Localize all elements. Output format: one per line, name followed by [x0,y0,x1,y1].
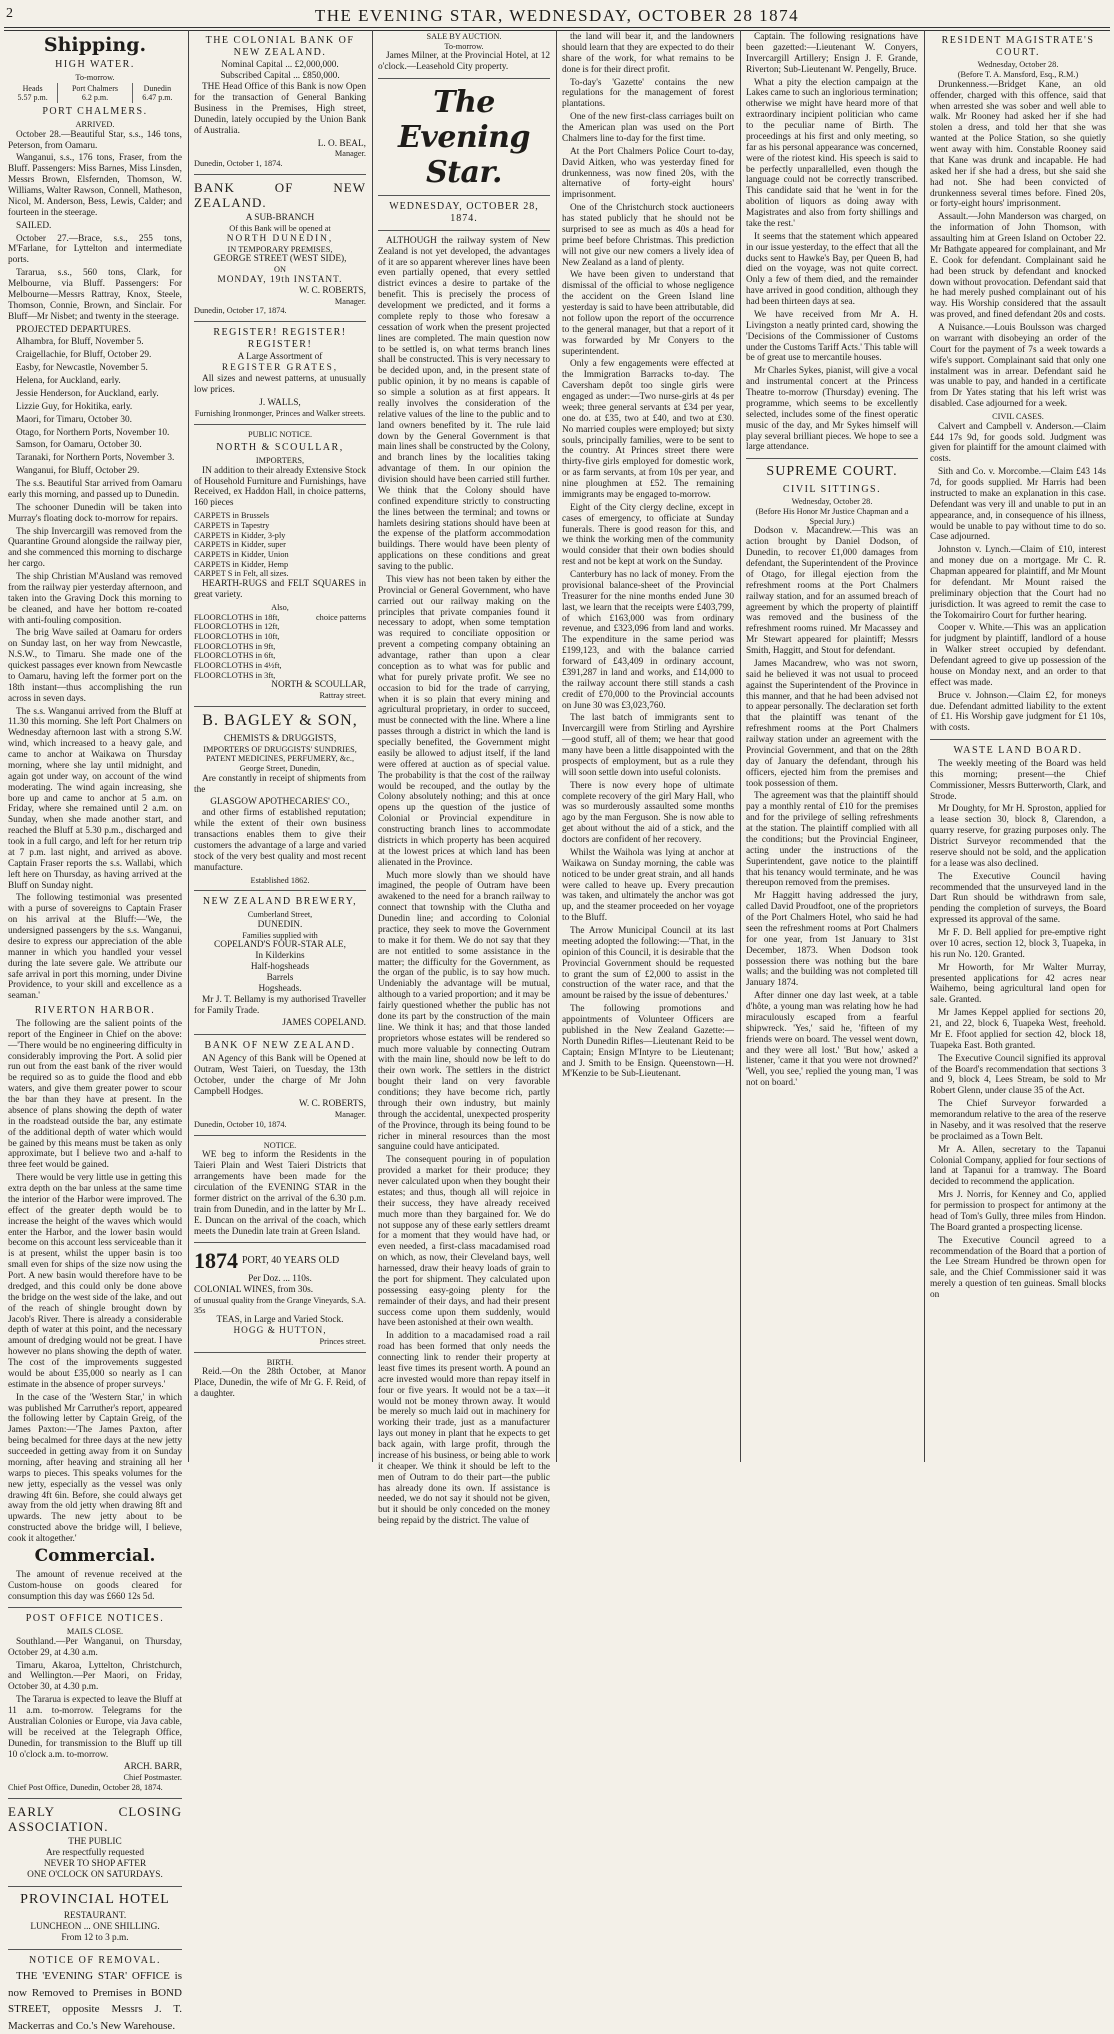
paragraph: After dinner one day last week, at a table d'hôte, a young man was relating how he had miraculously escaped from a fearful shipwreck. 'Yes,' said he, 'fifteen of my friends were on board. The vessel went down, and they were all lost.' 'But how,' asked a listener, 'came it that you were not drowned?' 'Well, you see,' replied the young man, 'I was not on board.' [746,991,918,1089]
teas-line: TEAS, in Large and Varied Stock. [216,1315,344,1326]
list-item-name: CARPETS in Kidder, 3-ply [194,530,286,540]
paragraph: Calvert and Campbell v. Anderson.—Claim £44 17s 9d, for goods sold. Judgment was given for plaintiff for the amount claimed with costs. [930,421,1106,465]
hotel-sub: RESTAURANT. [63,1910,127,1921]
paragraph: There is now every hope of ultimate complete recovery of the girl Mary Hall, who was so murderously assaulted some months ago by the man Ferguson. She is now able to get about without the aid of a stick, and the doctors are confident of her recovery. [562,780,734,845]
paragraph: We have received from Mr A. H. Livingston a neatly printed card, showing the 'Decisions of the Commissioner of Customs under the Customs Tariff Acts.' This table will be of great use to mercantile houses. [746,309,918,364]
column-rule [924,30,925,1462]
north-scoullar-sub: IMPORTERS, [255,455,305,465]
north-scoullar-sign: NORTH & SCOULLAR, [271,680,366,691]
tide-place: Dunedin [143,83,172,93]
paragraph: The following are the salient points of the report of the Engineer in Chief on the above:—'There would be no engineering difficulty in considerably improving the Port. A solid pier run out from the east bank of the river would be required so as to guide the flood and ebb waters, and give them greater power to scour the bar than they have at present. In the absence of plans showing the depth of water in the roadstead outside the bar, any estimate of the additional depth of water which would be gained by this means must be taken as only approximate, but I believe two and a-half to three feet would be gained. [8,1018,182,1171]
civil-cases-heading: CIVIL CASES. [992,412,1044,422]
rm-court-heading: RESIDENT MAGISTRATE'S COURT. [941,35,1095,58]
paragraph: A Nuisance.—Louis Boulsson was charged on warrant with disobeying an order of the Court for the payment of 7s a week towards a wife's support. Complainant said that only one instalment was in arrear. Defendant said he was unable to pay, and handed in a certificate from Dr Yates stating that his left wrist was disabled. Case adjourned for a week. [930,323,1106,410]
paragraph: Mr Doughty, for Mr H. Sproston, applied for a lease section 30, block 8, Clarendon, a quarry reserve, for grazing purposes only. The District Surveyor recommended that the reserve should not be sold, and the application for a lease was also declined. [930,804,1106,869]
paragraph: Eight of the City clergy decline, except in cases of emergency, to officiate at Sunday funerals. There is good reason for this, and we think the working men of the community would consider that their own bodies should rest and not be kept at work on the Sunday. [562,502,734,568]
notice-heading: NOTICE. [263,1140,297,1150]
supreme-court-report [746,526,918,1089]
column-court [742,32,922,1462]
list-item [194,613,366,623]
list-item [194,632,366,642]
public-notice-heading: PUBLIC NOTICE. [247,429,313,439]
paragraph: Bruce v. Johnson.—Claim £2, for moneys due. Defendant admitted liability to the extent of £1. His Worship gave judgment for £1 10s, with costs. [930,690,1106,734]
colonial-bank-date: Dunedin, October 1, 1874. [194,159,283,169]
paragraph: Dodson v. Macandrew.—This was an action brought by Daniel Dodson, of Dunedin, to recover £1,000 damages from defendant, the Superintendent of the Province of Otago, for illegal ejection from the refreshment rooms at the Port Chalmers railway station, and for an assumed breach of agreement by which the property of plaintiff was removed and the business of the refreshment rooms ruined. Mr Macassey and Mr Stewart appeared for plaintiff; Messrs Smith, Haggitt, and Stout for defendant. [746,526,918,657]
paragraph: This view has not been taken by either the Provincial or General Government, who have carried out our railway making on the principles that private companies found it necessary to adopt, when some temptation was required to conciliate opposition or prevent a competing company obtaining an advantage, rather than upon a clear conception as to what was for public and what for purely private profit. We see no occasion to bid for the trade of carrying, when it is so plain that every mining and agricultural proprietary, in order to succeed, must be connected with the line. Where a line passes through a district in which the land is specially benefited, the Government might easily be allowed to adjust itself, if the land were offered at auction as of special value. The probability is that the cost of the railway would be recouped, and the outlay by the Colony absolutely nothing; and this at once opens up the question of the justice of Colonial or Provincial expenditure in constructing branch lines to accommodate districts in which property has been acquired at the lowest prices at which land has been alienated in the Province. [378,574,550,868]
bagley-established: Established 1862. [250,875,310,885]
list-item [194,521,366,531]
paragraph: It seems that the statement which appeared in our issue yesterday, to the effect that all the ducks sent to Hawke's Bay, per Queen B, had died on the voyage, was not quite correct. Only a few of them died, and the remainder have arrived in good condition, although they had been thirteen days at sea. [746,231,918,307]
column-advertisements [190,32,370,1462]
column-magistrate [926,32,1110,1462]
paragraph: The ship Christian M'Ausland was removed from the railway pier yesterday afternoon, and taken into the Graving Dock this morning to be cleaned, and have her bottom re-coated with anti-fouling composition. [8,572,182,626]
page-number: 2 [6,6,15,21]
colonial-bank-body: THE Head Office of this Bank is now Open for the transaction of General Banking Business in the Premises, High street, Dunedin, lately occupied by the Union Bank of Australia. [194,82,366,136]
register-heading: REGISTER! REGISTER! REGISTER! [213,327,347,350]
paragraph: Cooper v. White.—This was an application for judgment by plaintiff, landlord of a house in Walker street occupied by defendant. Defendant agreed to give up possession of the house on Monday next, and an order to that effect was made. [930,623,1106,688]
column-rule [740,30,741,1462]
brewery-ale: COPELAND'S FOUR-STAR ALE, [214,940,346,951]
brewery-address: Cumberland Street, [247,909,313,919]
early-time: ONE O'CLOCK ON SATURDAYS. [27,1869,163,1880]
rm-court-report [930,80,1106,410]
paragraph: There would be very little use in getting this extra depth on the bar unless at the same time the interior of the Harbor were improved. The effect of the greater depth would be to increase the height of the waves which would enter the Harbor, and the lower basin would become on this account less serviceable than it is at present, whilst the upper basin is too small even for ships of the size now using the Port. A new basin would therefore have to be dredged, and this could only be done above the bridge on the west side of the lake, and out of the reach of shingle brought down by Jacob's River. There is already a considerable depth of water at this point, and the necessary amount of dredging would not be great. I have however no plans showing the depth of water. The cost of the improvements suggested would be about £35,000 so nearly as I can estimate in the absence of proper surveys.' [8,1173,182,1390]
list-item [194,651,366,661]
list-item [194,531,366,541]
paragraph: Helena, for Auckland, early. [16,376,121,387]
list-item-name: CARPETS in Kidder, Union [194,549,289,559]
list-item-name: CARPETS in Kidder, Hemp [194,559,289,569]
paragraph: The Executive Council agreed to a recommendation of the Board that a portion of the Lee Stream Hundred be thrown open for sale, and the Chief Commissioner said it was merely a question of ten guineas. Small blocks on [930,1235,1106,1301]
rm-court-before: (Before T. A. Mansford, Esq., R.M.) [957,70,1079,80]
paragraph: Mr F. D. Bell applied for pre-emptive right over 10 acres, section 12, block 3, Tuapeka, in his run No. 120. Granted. [930,928,1106,960]
tide-time: 6.47 p.m. [142,92,173,102]
column-rule [372,30,373,1462]
colonial-bank-nominal: Nominal Capital ... £2,000,000. [221,60,339,71]
paragraph: One of the new first-class carriages built on the American plan was used on the Port Chalmers line to-day for the first time. [562,112,734,144]
paragraph: SAILED. [16,220,52,231]
paragraph: The schooner Dunedin will be taken into Murray's floating dock to-morrow for repairs. [8,502,182,524]
early-never: NEVER TO SHOP AFTER [43,1858,147,1869]
local-news-2 [746,32,918,453]
brewery-size: Barrels [266,972,294,983]
masthead-rule [4,27,1110,28]
bnz-dated: Dunedin, October 17, 1874. [194,306,287,316]
bagley-body1: Are constantly in receipt of shipments from the [194,773,366,795]
paragraph: ALTHOUGH the railway system of New Zealand is not yet developed, the advantages of it are so apparent wherever lines have been even partially opened, that every settled district evinces a desire to partake of the benefit. This is precisely the process of development we predicted, and it forms a complete reply to those who foresaw a cessation of work when the present projected lines are completed. The main question now to be settled is, on what terms branch lines shall be constructed. This is very necessary to be decided upon, and, in the present state of public opinion, it by no means is capable of so simple a solution as at first appears. It really involves the consideration of the relative values of the line to the public and to land owners benefited by it. The rule laid down by the General Government is that main lines shall be constructed by the Colony, and branch lines by the localities taking advantage of them. In our opinion the division should have been carried still further. We think that the Colony should have confined expenditure strictly to constructing the lines between the terminal; and towns or hamlets desiring stations should have been at the expense of the platform accommodation buildings. There would have been plenty of applications on these conditions and great saving to the public. [378,235,550,573]
list-item-name: CARPETS in Tapestry [194,520,270,530]
riverton-article [8,1019,182,1545]
list-item [194,540,366,550]
paragraph: Johnston v. Lynch.—Claim of £10, interest and money due on a mortgage. Mr C. R. Chapman appeared for plaintiff, and Mr Mount for defendant. Mr Mount raised the preliminary objection that the Court had no jurisdiction. It was agreed to remit the case to the Tokomairiro Court for further hearing. [930,545,1106,621]
paragraph: The last batch of immigrants sent to Invercargill were from Stirling and Ayrshire—good stuff, all of them; we hear that good many have been a little disappointed with the prospects of employment, but as a rule they will soon settle down into useful colonists. [562,713,734,778]
list-item-note: choice patterns [316,612,366,622]
paragraph: Timaru, Akaroa, Lyttelton, Christchurch, and Wellington.—Per Maori, on Friday, October 30, at 4.30 p.m. [8,1660,182,1693]
early-body: Are respectfully requested [45,1847,145,1858]
paragraph: Taranaki, for Northern Ports, November 3. [16,453,175,464]
list-item-name: FLOORCLOTHS in 12ft, [194,622,280,632]
tide-cell [132,83,182,104]
paragraph: The weekly meeting of the Board was held this morning; present—the Chief Commissioner, Messrs Butterworth, Clark, and Strode. [930,758,1106,802]
paragraph: Only a few engagements were effected at the Immigration Barracks to-day. The Caversham depôt too single girls were engaged as under:—Two nurse-girls at 4s per week; three general servants at £34 per year, one do. at £35, two at £40, and two at £30. No married couples were employed; but sixty souls, principally families, were to be sent to the country. At Princes street there were thirty-five girls employed for domestic work, or as farm servants, at from 10s per year, and nine ploughmen at £52. The remaining immigrants may be engaged to-morrow. [562,359,734,500]
riverton-heading: RIVERTON HARBOR. [34,1005,156,1017]
paragraph: James Macandrew, who was not sworn, said he believed it was not usual to proceed against the Superintendent of the Province in this manner, and that he had been advised not to appear personally. The declaration set forth that the plaintiff was tenant of the refreshment rooms at the Port Chalmers railway station under an agreement with the Provincial Government, and that on the 28th day of January the defendant, through his officers, ejected him from the premises and took possession of them. [746,658,918,789]
paragraph: Wanganui, for Bluff, October 29. [16,466,140,477]
editorial-article [378,236,550,1527]
paragraph: Tararua, s.s., 560 tons, Clark, for Melbourne, via Bluff. Passengers: For Melbourne—Messrs Rattray, Knox, Steele, Thomson, Connie, Brown, and Sinclair. For Bluff—Mr Nisbet; and twenty in the steerage. [8,268,182,322]
list-item [194,569,366,579]
tide-heading: HIGH WATER. [55,59,135,71]
civil-cases [930,422,1106,735]
paragraph: Much more slowly than we should have imagined, the people of Outram have been awakened to the need for a branch railway to connect that township with the Clutha and Dunedin line; and according to Colonial practice, they seek to move the Government to make it for them. We do not say that they are not entitled to some assistance in the matter; the difficulty for the Government, as the organ of the public, is to say how much. Undeniably the advantage will be mutual, although to a varied proportion; and it may be fairly questioned whether the public has not done its part by the construction of the main line. We think it has; and that those landed proprietors whose estates will be rendered so much more valuable by connecting Outram with the main line, should now be left to do their own work. The settlers in the district bought their land on very favorable conditions; they have become rich, partly through their own industry, but mainly through the accidental, unexpected prosperity of the Province, through its being found to be richer in mineral resources than the most sanguine could have anticipated. [378,870,550,1153]
paragraph: The s.s. Wanganui arrived from the Bluff at 11.30 this morning. She left Port Chalmers on Wednesday afternoon last with a strong S.W. wind, which increased to a heavy gale, and came to anchor at Waikawa on Thursday morning, where she lay until midnight, and again got under way, on account of the wind moderating. The wind again increasing, she bore up and came to anchor at 5 a.m. on Friday, where she remained until 2 a.m. on Sunday, when she made another start, and reached the Bluff at 5.30 p.m., discharged and took in a full cargo, and left for her return trip at 7 p.m. last night, and arrived as above. Captain Fraser reports the s.s. Wallabi, which left here on Thursday, as having arrived at the Bluff on Sunday night. [8,706,182,891]
port-heading: PORT, 40 YEARS OLD [242,1255,340,1267]
paragraph: Otago, for Northern Ports, November 10. [16,427,170,438]
column-shipping [4,32,186,2032]
arrived-label: ARRIVED. [75,120,115,130]
paragraph: At the Port Chalmers Police Court to-day, David Aitken, who was yesterday fined for drunkenness, was now fined 20s, with the alternative of forty-eight hours' imprisonment. [562,146,734,201]
paragraph: The following testimonial was presented with a purse of sovereigns to Captain Fraser on his arrival at the Bluff:—'We, the undersigned passengers by the s.s. Wanganui, desire to express our appreciation of the able manner in which you handled your vessel during the late severe gale. We attribute our safe arrival in port this morning, under Divine Providence, to your skill and excellence as a seaman.' [8,893,182,1002]
brewery-sign: JAMES COPELAND. [282,1018,366,1029]
hotel-time: From 12 to 3 p.m. [61,1932,129,1943]
paragraph: Southland.—Per Wanganui, on Thursday, October 29, at 4.30 a.m. [8,1636,182,1658]
paragraph: The Tararua is expected to leave the Bluff at 11 a.m. to-morrow. Telegrams for the Australian Colonies or Europe, via Java cable, will be received at the Telegraph Office, Dunedin, for transmission to the Bluff up till 10 o'clock a.m. to-morrow. [8,1695,182,1760]
sale-sub: To-morrow. [444,41,484,51]
port-advert [194,1248,366,1274]
list-item [194,642,366,652]
list-item [194,622,366,632]
bnz2-body: AN Agency of this Bank will be Opened at Outram, West Taieri, on Tuesday, the 13th October, under the charge of Mr John Campbell Hodges. [194,1053,366,1097]
paragraph: Easby, for Newcastle, November 5. [16,363,148,374]
list-item [194,560,366,570]
paragraph: Samson, for Oamaru, October 30. [16,440,142,451]
post-heading: POST OFFICE NOTICES. [25,1613,165,1625]
paragraph: The Executive Council signified its approval of the Board's recommendation that sections 3 and 9, block 4, Lees Stream, be sold to Mr Robert Glenn, under clause 35 of the Act. [930,1053,1106,1097]
shipping-news [8,130,182,1003]
bnz-sub: A SUB-BRANCH [245,213,315,224]
brewery-size: Half-hogsheads [250,962,310,972]
brewery-sizes [194,951,366,995]
port-price: Per Doz. ... 110s. [248,1274,312,1285]
list-item [194,511,366,521]
list-item-name: CARPETS in Kidder, super [194,540,286,550]
hogg-heading: HOGG & HUTTON, [233,1326,327,1337]
tide-table [8,83,182,104]
brewery-body: Families supplied with [242,930,318,940]
postmaster-name: ARCH. BARR, [123,1762,182,1773]
birth-body: Reid.—On the 28th October, at Manor Place, Dunedin, the wife of Mr G. F. Reid, of a daughter. [194,1367,366,1400]
tide-cell [58,83,132,104]
paragraph: The agreement was that the plaintiff should pay a monthly rental of £10 for the premises and for the privilege of selling refreshments at the station. The plaintiff complied with all the conditions; but the Provincial Engineer, acting under the instructions of the Superintendent, gave notice to the plaintiff that his tenancy would terminate, and he was thereupon removed from the premises. [746,791,918,889]
column-editorial [374,32,554,1527]
masthead-rule-2 [4,30,1110,31]
early-closing-heading: EARLY CLOSING ASSOCIATION. [8,1803,182,1834]
tide-time: 5.57 p.m. [17,92,48,102]
paragraph: The consequent pouring in of population provided a market for their produce; they never calculated upon when they bought their estates; and thus, though all will rejoice in their success, they have already received much more than they bargained for. We do not suppose any of these early settlers dreamt for a moment that they would have had, or even needed, a first-class macadamised road on which, as now, their Cleveland bays, well harnessed, draw their heavy loads of grain to the port for shipment. They calculated upon possessing easy-going plenty for the remainder of their days, and had their present success come upon them suddenly, would have been astonished at their own wealth. [378,1155,550,1329]
brewery-size: Hogsheads. [258,983,302,994]
paragraph: The Arrow Municipal Council at its last meeting adopted the following:—'That, in the opinion of this Council, it is desirable that the Provincial Government should be requested to grant the sum of £2,000 to assist in the construction of the water race, and that the amount be raised by the issue of debentures.' [562,926,734,1002]
bnz-street: GEORGE STREET (WEST SIDE), [213,254,347,265]
column-rule [188,30,189,1462]
paragraph: We have been given to understand that dismissal of the official to whose negligence the accident on the Green Island line yesterday is said to have been attributable, did not follow upon the report of the occurrence to the general manager, but that a report of it was forwarded by Mr Conyers to the superintendent. [562,270,734,357]
commercial-heading: Commercial. [34,1545,156,1566]
register-grates: REGISTER GRATES, [221,363,339,374]
paragraph: The ship Invercargill was removed from the Quarantine Ground alongside the railway pier, and she commenced this morning to discharge her cargo. [8,526,182,570]
register-sub: A Large Assortment of [237,352,323,363]
column-local-news [558,32,738,1462]
colonial-bank-title: Manager. [334,149,366,159]
tide-place: Heads [22,83,43,93]
tide-sub: To-morrow. [75,72,115,82]
bnz2-sign: W. C. ROBERTS, [298,1099,366,1110]
sale-heading: SALE BY AUCTION. [426,32,502,41]
editorial-date: WEDNESDAY, OCTOBER 28, 1874. [389,201,539,225]
paragraph: October 28.—Beautiful Star, s.s., 146 tons, Peterson, from Oamaru. [8,129,182,151]
north-scoullar-hearth: HEARTH-RUGS and FELT SQUARES in great variety. [194,579,366,600]
waste-land-board-heading: WASTE LAND BOARD. [953,745,1083,757]
postmaster-place: Chief Post Office, Dunedin, October 28, 1874. [8,1783,163,1792]
paragraph: Jessie Henderson, for Auckland, early. [16,388,159,399]
paragraph: Drunkenness.—Bridget Kane, an old offender, charged with this offence, said that when arrested she was sober and well able to walk. Mr Rooney had asked her if she had stolen a dress, and told her that she was wanted at the Police Station, so she quietly went away with him. Constable Rooney said that Kane was drunk and incapable. He had asked her if she had a dress, but she said she had not. She had been convicted of drunkenness several times before. Fined 20s, or forty-eight hours' imprisonment. [930,79,1106,210]
colonial-bank-heading: THE COLONIAL BANK OF NEW ZEALAND. [205,35,355,58]
bnz-sign: W. C. ROBERTS, [298,285,366,296]
birth-heading: BIRTH. [266,1357,294,1367]
north-scoullar-body: IN addition to their already Extensive Stock of Household Furniture and Furnishings, have Received, ex Haddon Hall, in choice patterns, 160 pieces [194,465,366,509]
paragraph: Wanganui, s.s., 176 tons, Fraser, from the Bluff. Passengers: Miss Barnes, Miss Linsden, Messrs Brown, Elsfernden, Thomson, W. Williams, Walter Rawson, Connell, Matheson, Nicol, M. Anderson, Bess, Lewis, Calder; and fourteen in the steerage. [8,153,182,218]
commercial-text: The amount of revenue received at the Custom-house on goods cleared for consumption this day was £660 12s 5d. [8,1569,182,1602]
paragraph: What a pity the election campaign at the Lakes came to such an inglorious termination; otherwise we might have heard more of that extraordinary incipient politician who came to the peculiar name of Birth. The proceedings at his first and only meeting, so far as his personal appearance was concerned, were of the riotest kind. His speech is said to be perfectly unparallelled, even though the language could not be correctly transcribed. This candidate said that he 'went in for the abolition of liquors as doing away with Magistrates and also from forty shillings and take the rest.' [746,77,918,229]
supreme-court-date: Wednesday, October 28. [791,497,873,507]
supreme-court-sub: CIVIL SITTINGS. [782,483,882,495]
newspaper-title: The Evening Star. [398,85,530,191]
paragraph: Craigellachie, for Bluff, October 29. [16,350,152,361]
removal-text: THE 'EVENING STAR' OFFICE is now Removed to Premises in BOND STREET, opposite Messrs J. T. Mackerras and Co.'s New Warehouse. [8,1970,182,2032]
register-body: All sizes and newest patterns, at unusually low prices. [194,374,366,396]
paragraph: Mr Charles Sykes, pianist, will give a vocal and instrumental concert at the Princess Theatre to-morrow (Thursday) evening. The programme, which seems to be excellently selected, includes some of the finest operatic music of the day, and Mr Sykes himself will play several brilliant pieces. We hope to see a large attendance. [746,366,918,453]
shipping-heading: Shipping. [43,34,147,56]
paragraph: Canterbury has no lack of money. From the provisional balance-sheet of the Provincial Treasurer for the nine months ended June 30 last, we learn that the receipts were £403,799, of which £163,000 was from ordinary revenue, and £323,096 from land and works. The expenditure in the same period was £199,123, and with the balance carried forward of £43,409 in ordinary account, £391,287 in land and works, and £14,000 to the railway account there still stands a cash credit of £70,000 to the Provincial accounts on June 30 was £3,023,760. [562,570,734,711]
hotel-heading: PROVINCIAL HOTEL [20,1891,170,1907]
paragraph: In the case of the 'Western Star,' in which was published Mr Carruther's report, appeared the following letter by Captain Greig, of the James Paxton:—'The James Paxton, after being becalmed for three days at the new jetty succeeded in getting away from it on Sunday morning, after heaving and straining all her warps to pieces. This speaks volumes for the new jetty, especially as the vessel was only drawing 4ft 6in. Before, she could always get away from the old jetty when drawing 8ft and upwards. The new jetty about to be constructed above the bridge will, I believe, cook it altogether.' [8,1392,182,1545]
brewery-heading: NEW ZEALAND BREWERY, [202,896,358,908]
bnz-heading: BANK OF NEW ZEALAND. [194,179,366,210]
paragraph: The Chief Surveyor forwarded a memorandum relative to the area of the reserve in Naseby, and it was resolved that the reserve be proclaimed as a Town Belt. [930,1099,1106,1142]
wines-body: of unusual quality from the Grange Vineyards, S.A. 35s [194,1295,366,1315]
bnz2-heading: BANK OF NEW ZEALAND. [204,1040,356,1052]
bagley-heading: B. BAGLEY & SON, [202,712,358,729]
tide-cell [8,83,58,104]
postmaster-title: Chief Postmaster. [123,1773,182,1783]
list-item [194,550,366,560]
north-scoullar-address: Rattray street. [319,691,366,701]
early-public: THE PUBLIC [68,1837,122,1848]
paragraph: The following promotions and appointments of Volunteer Officers are published in the New Zealand Gazette:—North Dunedin Rifles—Lieutenant Reid to be Captain; Ensign M'Intyre to be Lieutenant; and J. Smith to be Ensign. Queenstown—H. M'Kenzie to be Sub-Lieutenant. [562,1004,734,1080]
paragraph: Mr Howorth, for Mr Walter Murray, presented applications for 42 acres near Waihemo, being agricultural land open for sale. Granted. [930,962,1106,1006]
sale-body: James Milner, at the Provincial Hotel, at 12 o'clock.—Leasehold City property. [378,51,550,73]
bnz-place: NORTH DUNEDIN, [226,233,334,244]
register-sign: J. WALLS, [259,397,301,408]
colonial-bank-sign: L. O. BEAL, [317,138,366,149]
paragraph: Assault.—John Manderson was charged, on the information of John Thomson, with assaulting him at Green Island on October 22. Mr Bathgate appeared for complainant, and Mr E. Cook for defendant. Complainant said he had been struck by defendant and knocked down without provocation. Defendant said that he had merely pushed complainant out of his way. His Worship considered that the assault was proved, and fined defendant 20s and costs. [930,212,1106,321]
register-address: Furnishing Ironmonger, Princes and Walker streets. [194,408,366,418]
list-item [194,671,366,681]
paragraph: Lizzie Guy, for Hokitika, early. [16,401,133,412]
north-scoullar-also: Also, [271,602,289,612]
waste-land-board-report [930,759,1106,1301]
supreme-court-before: (Before His Honor Mr Justice Chapman and a Special Jury.) [755,507,909,526]
paragraph: the land will bear it, and the landowners should learn that they are expected to do their share of the work, for what remains to be done is for their direct profit. [562,32,734,75]
list-item-name: FLOORCLOTHS in 10ft, [194,631,280,641]
colonial-bank-subscribed: Subscribed Capital ... £850,000. [220,71,340,82]
brewery-size: In Kilderkins [255,951,305,962]
bagley-sub2: IMPORTERS OF DRUGGISTS' SUNDRIES, PATENT MEDICINES, PERFUMERY, &c., [203,744,357,764]
masthead-title: THE EVENING STAR, WEDNESDAY, OCTOBER 28 1874 [314,6,800,25]
bnz-on: ON [274,265,286,275]
paragraph: The Executive Council having recommended that the unsurveyed land in the Dart Run should be withdrawn from sale, pending the completion of surveys, the Board expressed its approval of the same. [930,871,1106,926]
paragraph: Maori, for Timaru, October 30. [16,414,132,425]
port-heading: PORT CHALMERS. [42,106,148,118]
hotel-lunch: LUNCHEON ... ONE SHILLING. [30,1921,160,1932]
bagley-body2: and other firms of established reputation; while the extent of their own business transactions enables them to give their customers the advantage of a large and varied stock of the very best quality and most recent manufacture. [194,808,366,873]
bnz-of: Of this Bank will be opened at [229,224,331,234]
removal-heading: NOTICE OF REMOVAL. [28,1954,162,1966]
paragraph: In addition to a macadamised road a rail road has been formed that only needs the connecting link to render their property at least five times its present worth. A pound an acre invested would more than repay itself in four or five years. It would not be a tax—it would not be money thrown away. It would be merely so much laid out in machinery for working their trade, just as a manufacturer lays out money in plant that he expects to get back again, with large profit, through the increase of his business, or being able to work it cheaper. We think it should be left to the men of Outram to do their part—the public has already done its own. If assistance is needed, we do not say it should not be given, but it should be only conceded on the money being repaid by the district. The value of [378,1331,550,1527]
list-item-name: FLOORCLOTHS in 9ft, [194,641,276,651]
paragraph: Captain. The following resignations have been gazetted:—Lieutenant W. Conyers, Invercargill Artillery; Ensign J. F. Grande, Riverton; Sub-Lieutenant W. Pengelly, Bruce. [746,32,918,75]
paragraph: October 27.—Brace, s.s., 255 tons, M'Farlane, for Lyttelton and intermediate ports. [8,233,182,266]
tide-place: Port Chalmers [71,83,118,93]
bagley-address: George Street, Dunedin, [239,764,321,773]
paragraph: PROJECTED DEPARTURES. [16,324,131,335]
wines-heading: COLONIAL WINES, from 30s. [194,1285,314,1296]
paragraph: The brig Wave sailed at Oamaru for orders on Sunday last, on her way from Newcastle, N.S.W., to Timaru. She made one of the quickest passages ever known from Newcastle to Oamaru, having left the former port on the 18th instant—thus accomplishing the run across in seven days. [8,628,182,704]
supreme-court-heading: SUPREME COURT. [766,464,898,480]
bagley-sub: CHEMISTS & DRUGGISTS, [223,733,337,744]
port-year: 1874 [194,1248,238,1274]
paragraph: Alhambra, for Bluff, November 5. [16,337,144,348]
paragraph: Mr A. Allen, secretary to the Tapanui Colonial Company, applied for four sections of land at Tapanui for a tramway. The Board decided to recommend the application. [930,1144,1106,1188]
local-news [562,32,734,1080]
column-rule [556,30,557,1462]
carpet-list [194,511,366,579]
list-item-name: CARPETS in Brussels [194,511,270,521]
mails-label: MAILS CLOSE. [66,1627,124,1637]
hogg-address: Princes street. [319,1337,366,1347]
bnz-title: Manager. [334,296,366,306]
bnz2-title: Manager. [334,1110,366,1120]
paragraph: Mrs J. Norris, for Kenney and Co, applied for permission to prospect for antimony at the head of Tom's Gully, three miles from Hindon. The Board granted a prospecting license. [930,1190,1106,1233]
paragraph: Mr James Keppel applied for sections 20, 21, and 22, block 6, Tuapeka West, freehold. Mr E. Ffoot applied for section 42, block 18, Tuapeka East. Both granted. [930,1008,1106,1051]
notice-body: WE beg to inform the Residents in the Taieri Plain and West Taieri Districts that arrangements have been made for the circulation of the EVENING STAR in the former district on the arrival of the 6.30 p.m. train from Dunedin, and in the latter by Mr L. E. Duncan on the arrival of the coach, which meets the Dunedin late train at Green Island. [194,1150,366,1237]
paragraph: Sith and Co. v. Morcombe.—Claim £43 14s 7d, for goods supplied. Mr Harris had been instructed to make an explanation in this case. Defendant was very ill and unable to put in an appearance, and, in consequence of his illness, would be unable to pay without time to do so. Case adjourned. [930,467,1106,543]
rm-court-date: Wednesday, October 28. [977,60,1059,70]
bagley-apothecaries: GLASGOW APOTHECARIES' CO., [210,797,350,808]
tide-time: 6.2 p.m. [81,92,109,102]
floorcloth-list [194,613,366,681]
post-notices [8,1637,182,1761]
brewery-town: DUNEDIN. [257,919,303,930]
north-scoullar-heading: NORTH & SCOULLAR, [216,442,344,454]
list-item-name: FLOORCLOTHS in 18ft, [194,612,280,622]
paragraph: The s.s. Beautiful Star arrived from Oamaru early this morning, and passed up to Dunedin. [8,479,182,500]
list-item-name: CARPET S in Felt, all sizes. [194,569,289,579]
paragraph: One of the Christchurch stock auctioneers has stated publicly that he should not be surprised to see as much as 40s a head for prime beef before Christmas. This prediction will not give our new comers a lively idea of New Zealand as a land of plenty. [562,203,734,268]
paragraph: Mr Haggitt having addressed the jury, called David Proudfoot, one of the proprietors of the Port Chalmers Hotel, who said he had seen the refreshment rooms at Port Chalmers for one year, from 1st January to 31st December, 1873. When Dodson took possession there was nothing but the bare walls; and the building was not completed till January 1874. [746,891,918,989]
paragraph: To-day's 'Gazette' contains the new regulations for the management of forest plantations. [562,77,734,110]
masthead [0,6,1114,26]
bnz-date: MONDAY, 19th INSTANT. [217,274,343,285]
bnz-premises: IN TEMPORARY PREMISES, [227,244,333,254]
list-item-name: FLOORCLOTHS in 6ft, [194,651,276,661]
list-item [194,661,366,671]
list-item-name: FLOORCLOTHS in 4½ft, [194,661,282,671]
brewery-agent: Mr J. T. Bellamy is my authorised Traveller for Family Trade. [194,994,366,1016]
bnz2-date: Dunedin, October 10, 1874. [194,1120,287,1130]
paragraph: Whilst the Waihola was lying at anchor at Waikawa on Sunday morning, the cable was noticed to be under great strain, and all hands were called to heave up. Every precaution was taken, and ultimately the anchor was got up, and the steamer proceeded on her voyage to the Bluff. [562,847,734,924]
list-item-name: FLOORCLOTHS in 3ft, [194,670,276,680]
